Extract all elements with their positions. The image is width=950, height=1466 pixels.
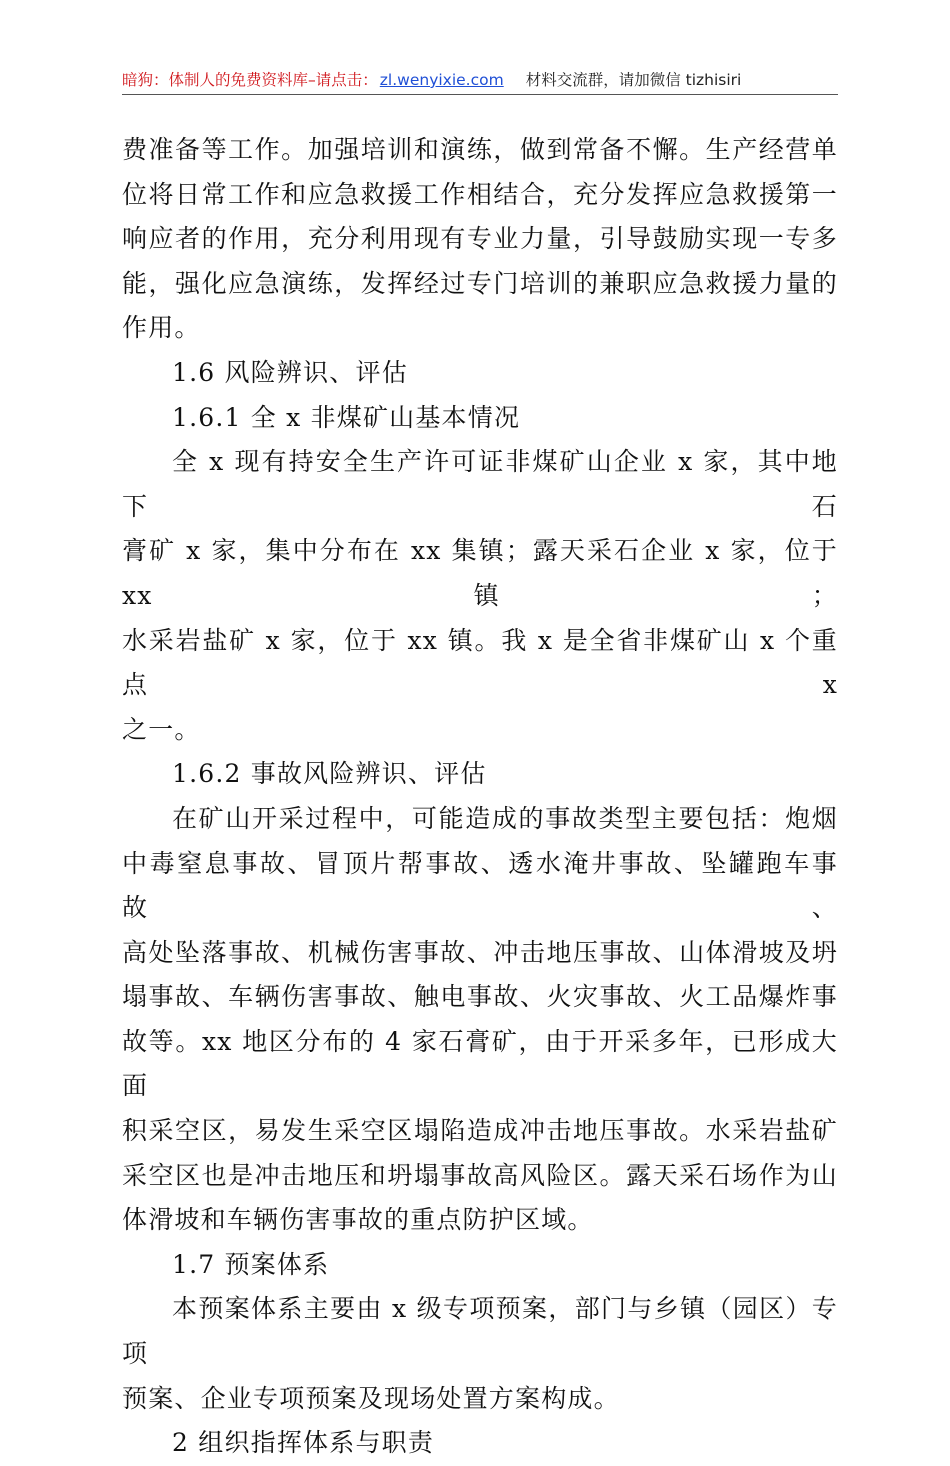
section-heading-1-6-1: 1.6.1 全 x 非煤矿山基本情况: [172, 402, 521, 432]
paragraph-line: 预案、企业专项预案及现场处置方案构成。: [122, 1383, 620, 1413]
paragraph-line: 费准备等工作。加强培训和演练，做到常备不懈。生产经营单: [122, 135, 838, 164]
header-wechat-note: 材料交流群，请加微信 tizhisiri: [525, 71, 742, 89]
paragraph-line: 中毒窒息事故、冒顶片帮事故、透水淹井事故、坠罐跑车事故、: [122, 848, 838, 923]
section-heading-1-6-2: 1.6.2 事故风险辨识、评估: [172, 759, 487, 789]
document-body: [122, 128, 838, 1466]
paragraph-line: 膏矿 x 家，集中分布在 xx 集镇；露天采石企业 x 家，位于 xx 镇；: [122, 536, 838, 610]
paragraph-line: 之一。: [122, 714, 201, 744]
paragraph-line: 响应者的作用，充分利用现有专业力量，引导鼓励实现一专多: [122, 224, 838, 254]
paragraph-line: 采空区也是冲击地压和坍塌事故高风险区。露天采石场作为山: [122, 1160, 838, 1190]
paragraph-line: 能，强化应急演练，发挥经过专门培训的兼职应急救援力量的: [122, 268, 838, 298]
section-heading-1-6: 1.6 风险辨识、评估: [172, 357, 408, 387]
paragraph-line: 水采岩盐矿 x 家，位于 xx 镇。我 x 是全省非煤矿山 x 个重点 x: [122, 625, 838, 700]
header-prompt: –请点击：: [308, 71, 378, 89]
paragraph-line: 高处坠落事故、机械伤害事故、冲击地压事故、山体滑坡及坍: [122, 937, 838, 967]
paragraph-line: 位将日常工作和应急救援工作相结合，充分发挥应急救援第一: [122, 179, 838, 209]
section-heading-1-7: 1.7 预案体系: [172, 1249, 330, 1279]
paragraph-line: 作用。: [122, 313, 201, 343]
paragraph-line: 故等。xx 地区分布的 4 家石膏矿，由于开采多年，已形成大面: [122, 1026, 838, 1101]
paragraph-line: 在矿山开采过程中，可能造成的事故类型主要包括：炮烟: [172, 803, 838, 833]
paragraph-line: 体滑坡和车辆伤害事故的重点防护区域。: [122, 1205, 594, 1235]
paragraph-line: 全 x 现有持安全生产许可证非煤矿山企业 x 家，其中地下石: [122, 447, 838, 521]
paragraph-line: 积采空区，易发生采空区塌陷造成冲击地压事故。水采岩盐矿: [122, 1116, 838, 1146]
section-heading-2: 2 组织指挥体系与职责: [172, 1428, 435, 1458]
paragraph-line: 塌事故、车辆伤害事故、触电事故、火灾事故、火工品爆炸事: [122, 982, 838, 1012]
header-site-name: 暗狗：体制人的免费资料库: [122, 71, 309, 89]
paragraph-line: 本预案体系主要由 x 级专项预案，部门与乡镇（园区）专项: [122, 1294, 838, 1369]
header-link[interactable]: zl.wenyixie.com: [379, 71, 504, 89]
page-header: [122, 66, 838, 95]
